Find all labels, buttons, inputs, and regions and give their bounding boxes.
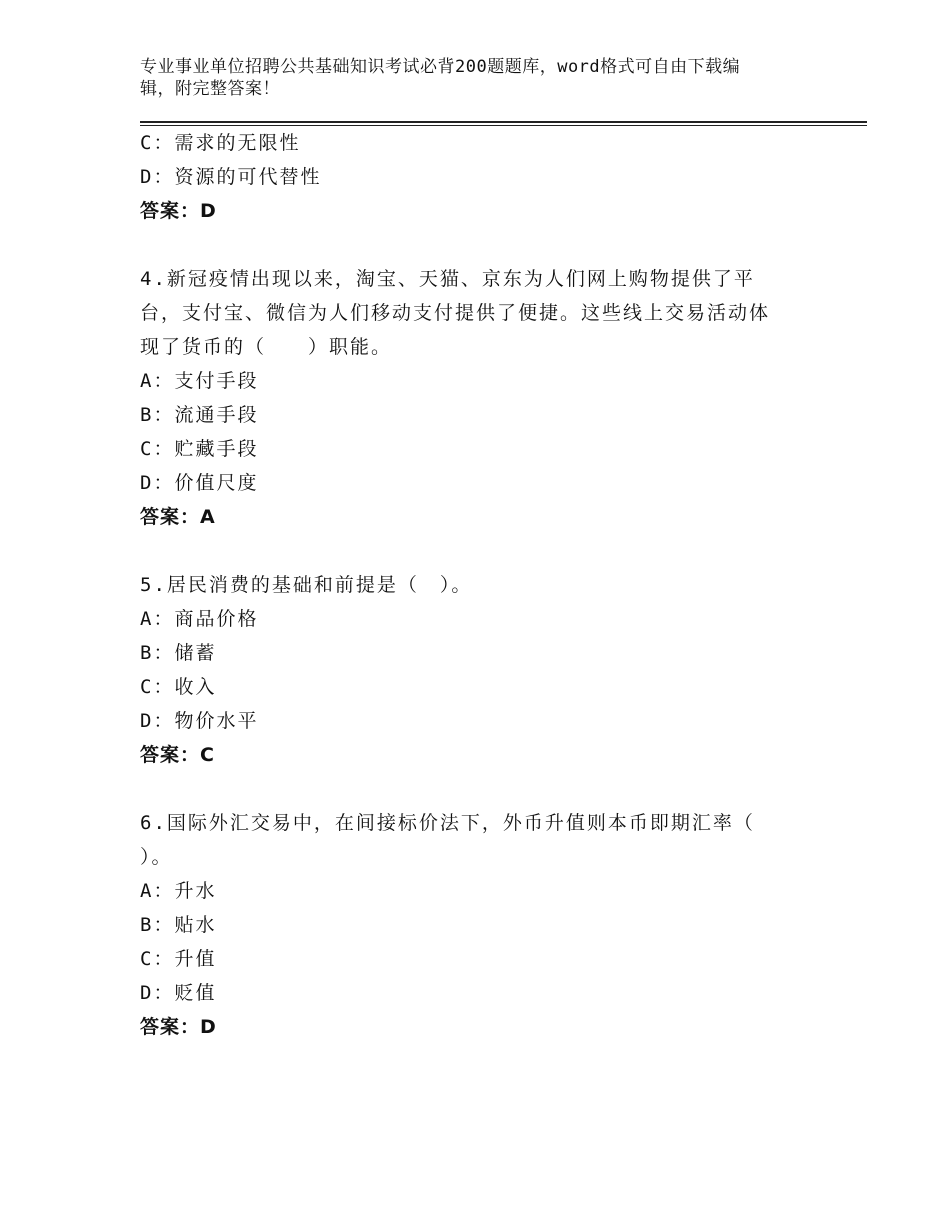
q6-stem-line-1: 6.国际外汇交易中，在间接标价法下，外币升值则本币即期汇率（ [140,812,755,834]
q6-option-b: B：贴水 [140,914,217,936]
question-list [140,126,840,1044]
q5-option-d: D：物价水平 [140,710,259,732]
q4-stem-line-3: 现了货币的（ ）职能。 [140,336,393,358]
header-title-line-1: 专业事业单位招聘公共基础知识考试必背200题题库，word格式可自由下载编 [140,57,741,77]
q4-stem-line-2: 台，支付宝、微信为人们移动支付提供了便捷。这些线上交易活动体 [140,302,771,324]
q4-option-d: D：价值尺度 [140,472,259,494]
q5-answer: 答案：C [140,744,215,766]
q4-option-c: C：贮藏手段 [140,438,259,460]
q6-stem [140,806,840,874]
q6-answer: 答案：D [140,1016,217,1038]
q3-option-d: D：资源的可代替性 [140,166,322,188]
q5-option-a: A：商品价格 [140,608,259,630]
q4-stem-line-1: 4.新冠疫情出现以来，淘宝、天猫、京东为人们网上购物提供了平 [140,268,755,290]
q5-option-b: B：储蓄 [140,642,217,664]
question-6 [140,806,840,1044]
q6-option-c: C：升值 [140,948,217,970]
question-4 [140,262,840,534]
question-3-tail [140,126,840,228]
q4-stem [140,262,840,364]
page-header [140,56,800,100]
q6-option-d: D：贬值 [140,982,217,1004]
q5-option-c: C：收入 [140,676,217,698]
spacer [140,228,840,262]
q6-stem-line-2: ）。 [140,846,173,868]
q5-stem [140,568,840,602]
q4-option-b: B：流通手段 [140,404,259,426]
spacer [140,772,840,806]
question-5 [140,568,840,772]
q3-option-c: C：需求的无限性 [140,132,301,154]
q6-option-a: A：升水 [140,880,217,902]
spacer [140,534,840,568]
q5-stem-line-1: 5.居民消费的基础和前提是（ ）。 [140,574,473,596]
q4-option-a: A：支付手段 [140,370,259,392]
header-divider-thick [140,121,867,123]
q4-answer: 答案：A [140,506,216,528]
q3-answer: 答案：D [140,200,217,222]
header-title-line-2: 辑，附完整答案！ [140,79,280,99]
